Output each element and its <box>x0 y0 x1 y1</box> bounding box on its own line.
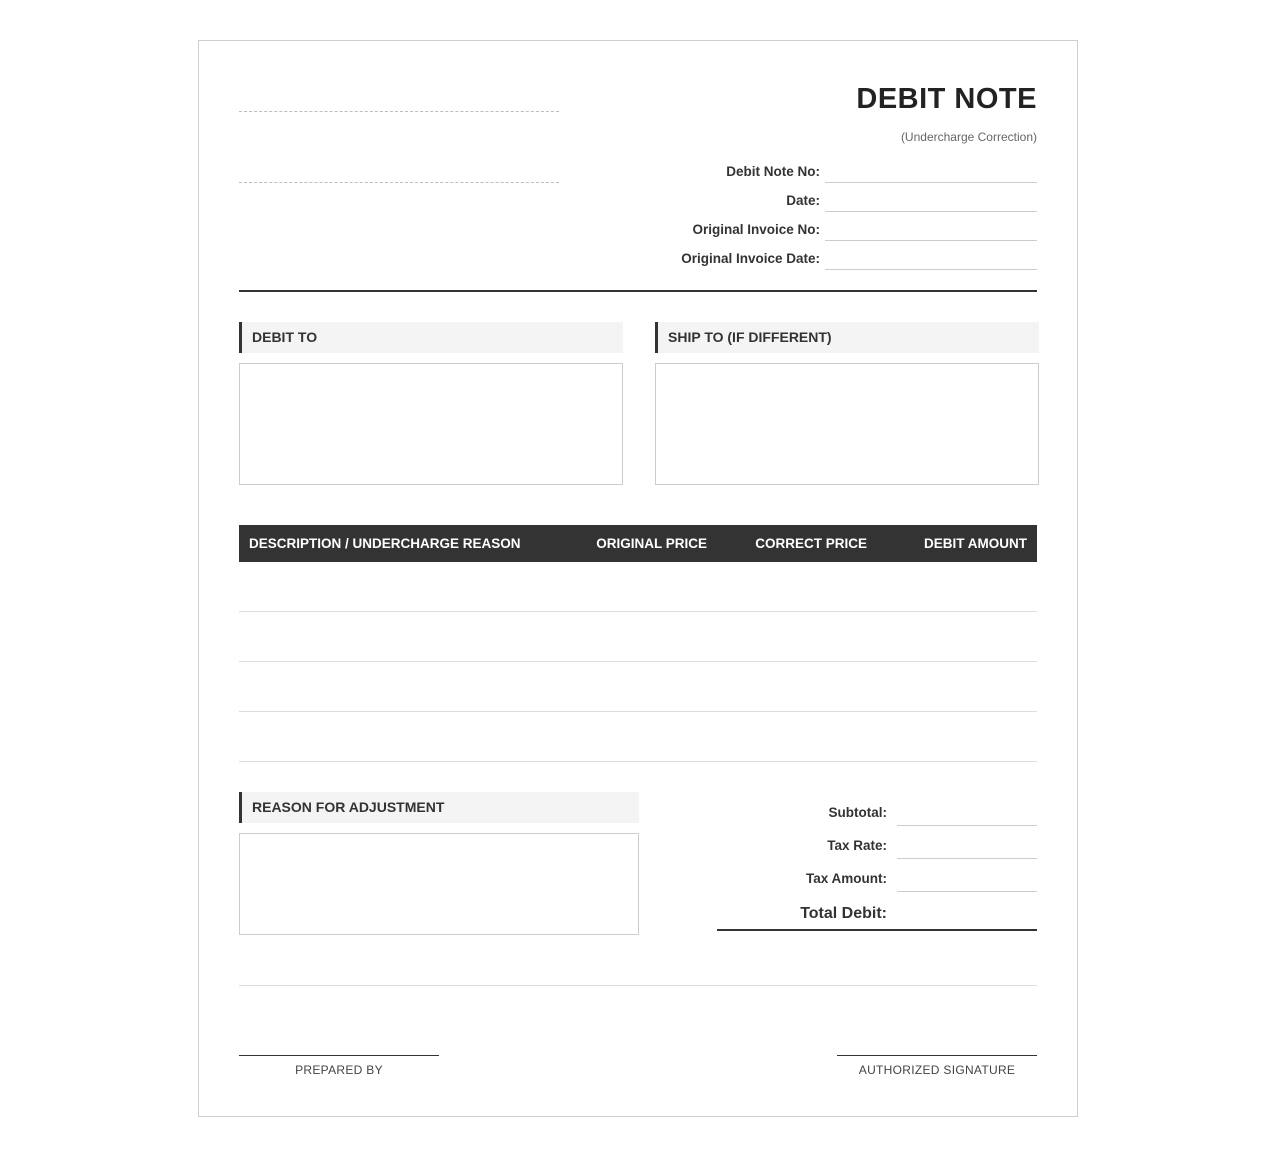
original-invoice-no-label: Original Invoice No: <box>692 222 820 237</box>
reason-box[interactable] <box>239 833 639 935</box>
original-invoice-date-field[interactable] <box>825 241 1037 270</box>
footer-divider <box>239 985 1037 986</box>
company-name-line[interactable] <box>239 111 559 112</box>
totals-section <box>717 793 1037 931</box>
column-debit-amount: DEBIT AMOUNT <box>924 536 1027 551</box>
tax-amount-field[interactable] <box>897 859 1037 892</box>
table-row[interactable] <box>239 562 1037 612</box>
company-address-line[interactable] <box>239 182 559 183</box>
debit-note-no-field[interactable] <box>825 154 1037 183</box>
table-row[interactable] <box>239 712 1037 762</box>
authorized-signature-line[interactable] <box>837 1055 1037 1077</box>
date-label: Date: <box>786 193 820 208</box>
document-subtitle: (Undercharge Correction) <box>900 130 1037 144</box>
debit-note-no-label: Debit Note No: <box>726 164 820 179</box>
column-original-price: ORIGINAL PRICE <box>596 536 707 551</box>
date-field[interactable] <box>825 183 1037 212</box>
subtotal-field[interactable] <box>897 793 1037 826</box>
prepared-by-signature-line[interactable] <box>239 1055 439 1077</box>
ship-to-box[interactable] <box>655 363 1039 485</box>
tax-amount-label: Tax Amount: <box>806 871 887 886</box>
original-invoice-no-field[interactable] <box>825 212 1037 241</box>
meta-row-debit-note-no <box>677 154 1037 183</box>
authorized-signature-label: AUTHORIZED SIGNATURE <box>858 1063 1016 1077</box>
table-header <box>239 525 1037 562</box>
meta-row-original-invoice-date <box>677 241 1037 270</box>
subtotal-row <box>717 793 1037 826</box>
total-debit-label: Total Debit: <box>800 905 887 922</box>
original-invoice-date-label: Original Invoice Date: <box>681 251 820 266</box>
column-correct-price: CORRECT PRICE <box>755 536 867 551</box>
debit-to-heading: DEBIT TO <box>239 322 623 353</box>
ship-to-heading: SHIP TO (IF DIFFERENT) <box>655 322 1039 353</box>
total-debit-row[interactable] <box>717 892 1037 931</box>
header-divider <box>239 290 1037 292</box>
debit-to-box[interactable] <box>239 363 623 485</box>
subtotal-label: Subtotal: <box>828 805 887 820</box>
tax-rate-label: Tax Rate: <box>827 838 887 853</box>
column-description: DESCRIPTION / UNDERCHARGE REASON <box>249 536 521 551</box>
document-title: DEBIT NOTE <box>856 83 1037 115</box>
reason-heading: REASON FOR ADJUSTMENT <box>239 792 639 823</box>
tax-amount-row <box>717 859 1037 892</box>
meta-row-date <box>677 183 1037 212</box>
document-meta <box>677 154 1037 270</box>
table-row[interactable] <box>239 612 1037 662</box>
debit-note-page <box>198 40 1078 1117</box>
prepared-by-label: PREPARED BY <box>295 1063 383 1077</box>
meta-row-original-invoice-no <box>677 212 1037 241</box>
table-row[interactable] <box>239 662 1037 712</box>
tax-rate-row <box>717 826 1037 859</box>
page-content <box>239 41 1037 1116</box>
tax-rate-field[interactable] <box>897 826 1037 859</box>
